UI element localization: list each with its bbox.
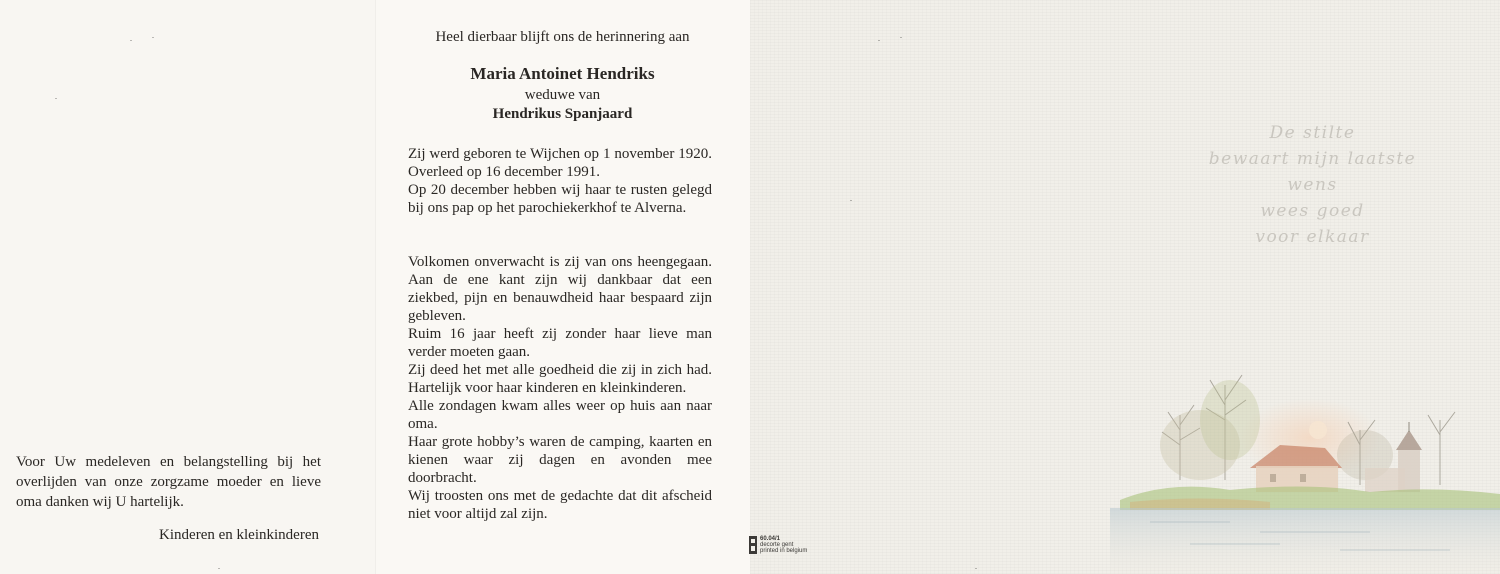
remembrance-line: Volkomen onverwacht is zij van ons heengegaan. Aan de ene kant zijn wij dankbaar dat een ziekbed, pijn en benauwdheid haar bespaard zijn gebleven. — [408, 254, 712, 324]
left-panel — [0, 0, 375, 574]
printer-name: decorte gent — [760, 542, 794, 548]
paper-speck — [152, 37, 154, 38]
paper-speck — [878, 40, 880, 41]
biography-line: Zij werd geboren te Wijchen op 1 november 1920. Overleed op 16 december 1991. — [408, 146, 712, 180]
intro-line: Heel dierbaar blijft ons de herinnering aan — [435, 29, 690, 45]
printer-text — [760, 536, 807, 554]
paper-speck — [850, 200, 852, 201]
thanks-text: Voor Uw medeleven en belangstelling bij het overlijden van onze zorgzame moeder en lieve oma danken wij U hartelijk. — [16, 454, 321, 510]
printer-origin: printed in belgium — [760, 548, 808, 554]
printer-imprint — [749, 536, 807, 554]
biography-line: Op 20 december hebben wij haar te rusten gelegd bij ons pap op het parochiekerkhof te Alverna. — [408, 182, 712, 216]
poem-line: wees goed — [1260, 201, 1365, 221]
printer-logo-icon — [749, 536, 757, 554]
poem — [1185, 120, 1440, 250]
remembrance-line: Haar grote hobby’s waren de camping, kaarten en kienen waar zij dagen en avonden mee doorbracht. — [408, 434, 712, 486]
paper-speck — [130, 40, 132, 41]
remembrance-line: Alle zondagen kwam alles weer op huis aan naar oma. — [408, 398, 712, 432]
poem-line: bewaart mijn laatste wens — [1208, 149, 1417, 195]
paper-speck — [218, 568, 220, 569]
remembrance-line: Zij deed het met alle goedheid die zij in zich had. Hartelijk voor haar kinderen en kleinkinderen. — [408, 362, 712, 396]
remembrance-line: Ruim 16 jaar heeft zij zonder haar lieve man verder moeten gaan. — [408, 326, 712, 360]
biography-paragraph — [408, 145, 712, 217]
landscape-watercolor-icon — [1110, 360, 1500, 574]
remembrance-paragraph — [408, 253, 712, 523]
poem-line: De stilte — [1269, 123, 1356, 143]
poem-line: voor elkaar — [1255, 227, 1370, 247]
paper-speck — [900, 37, 902, 38]
printer-code: 60.04/1 — [760, 536, 781, 542]
widow-of-label: weduwe van — [524, 87, 601, 103]
paper-speck — [975, 568, 977, 569]
remembrance-line: Wij troosten ons met de gedachte dat dit afscheid niet voor altijd zal zijn. — [408, 488, 712, 522]
deceased-name: Maria Antoinet Hendriks — [470, 64, 655, 83]
husband-name: Hendrikus Spanjaard — [492, 106, 633, 122]
thanks-signature: Kinderen en kleinkinderen — [159, 527, 319, 543]
paper-speck — [55, 98, 57, 99]
